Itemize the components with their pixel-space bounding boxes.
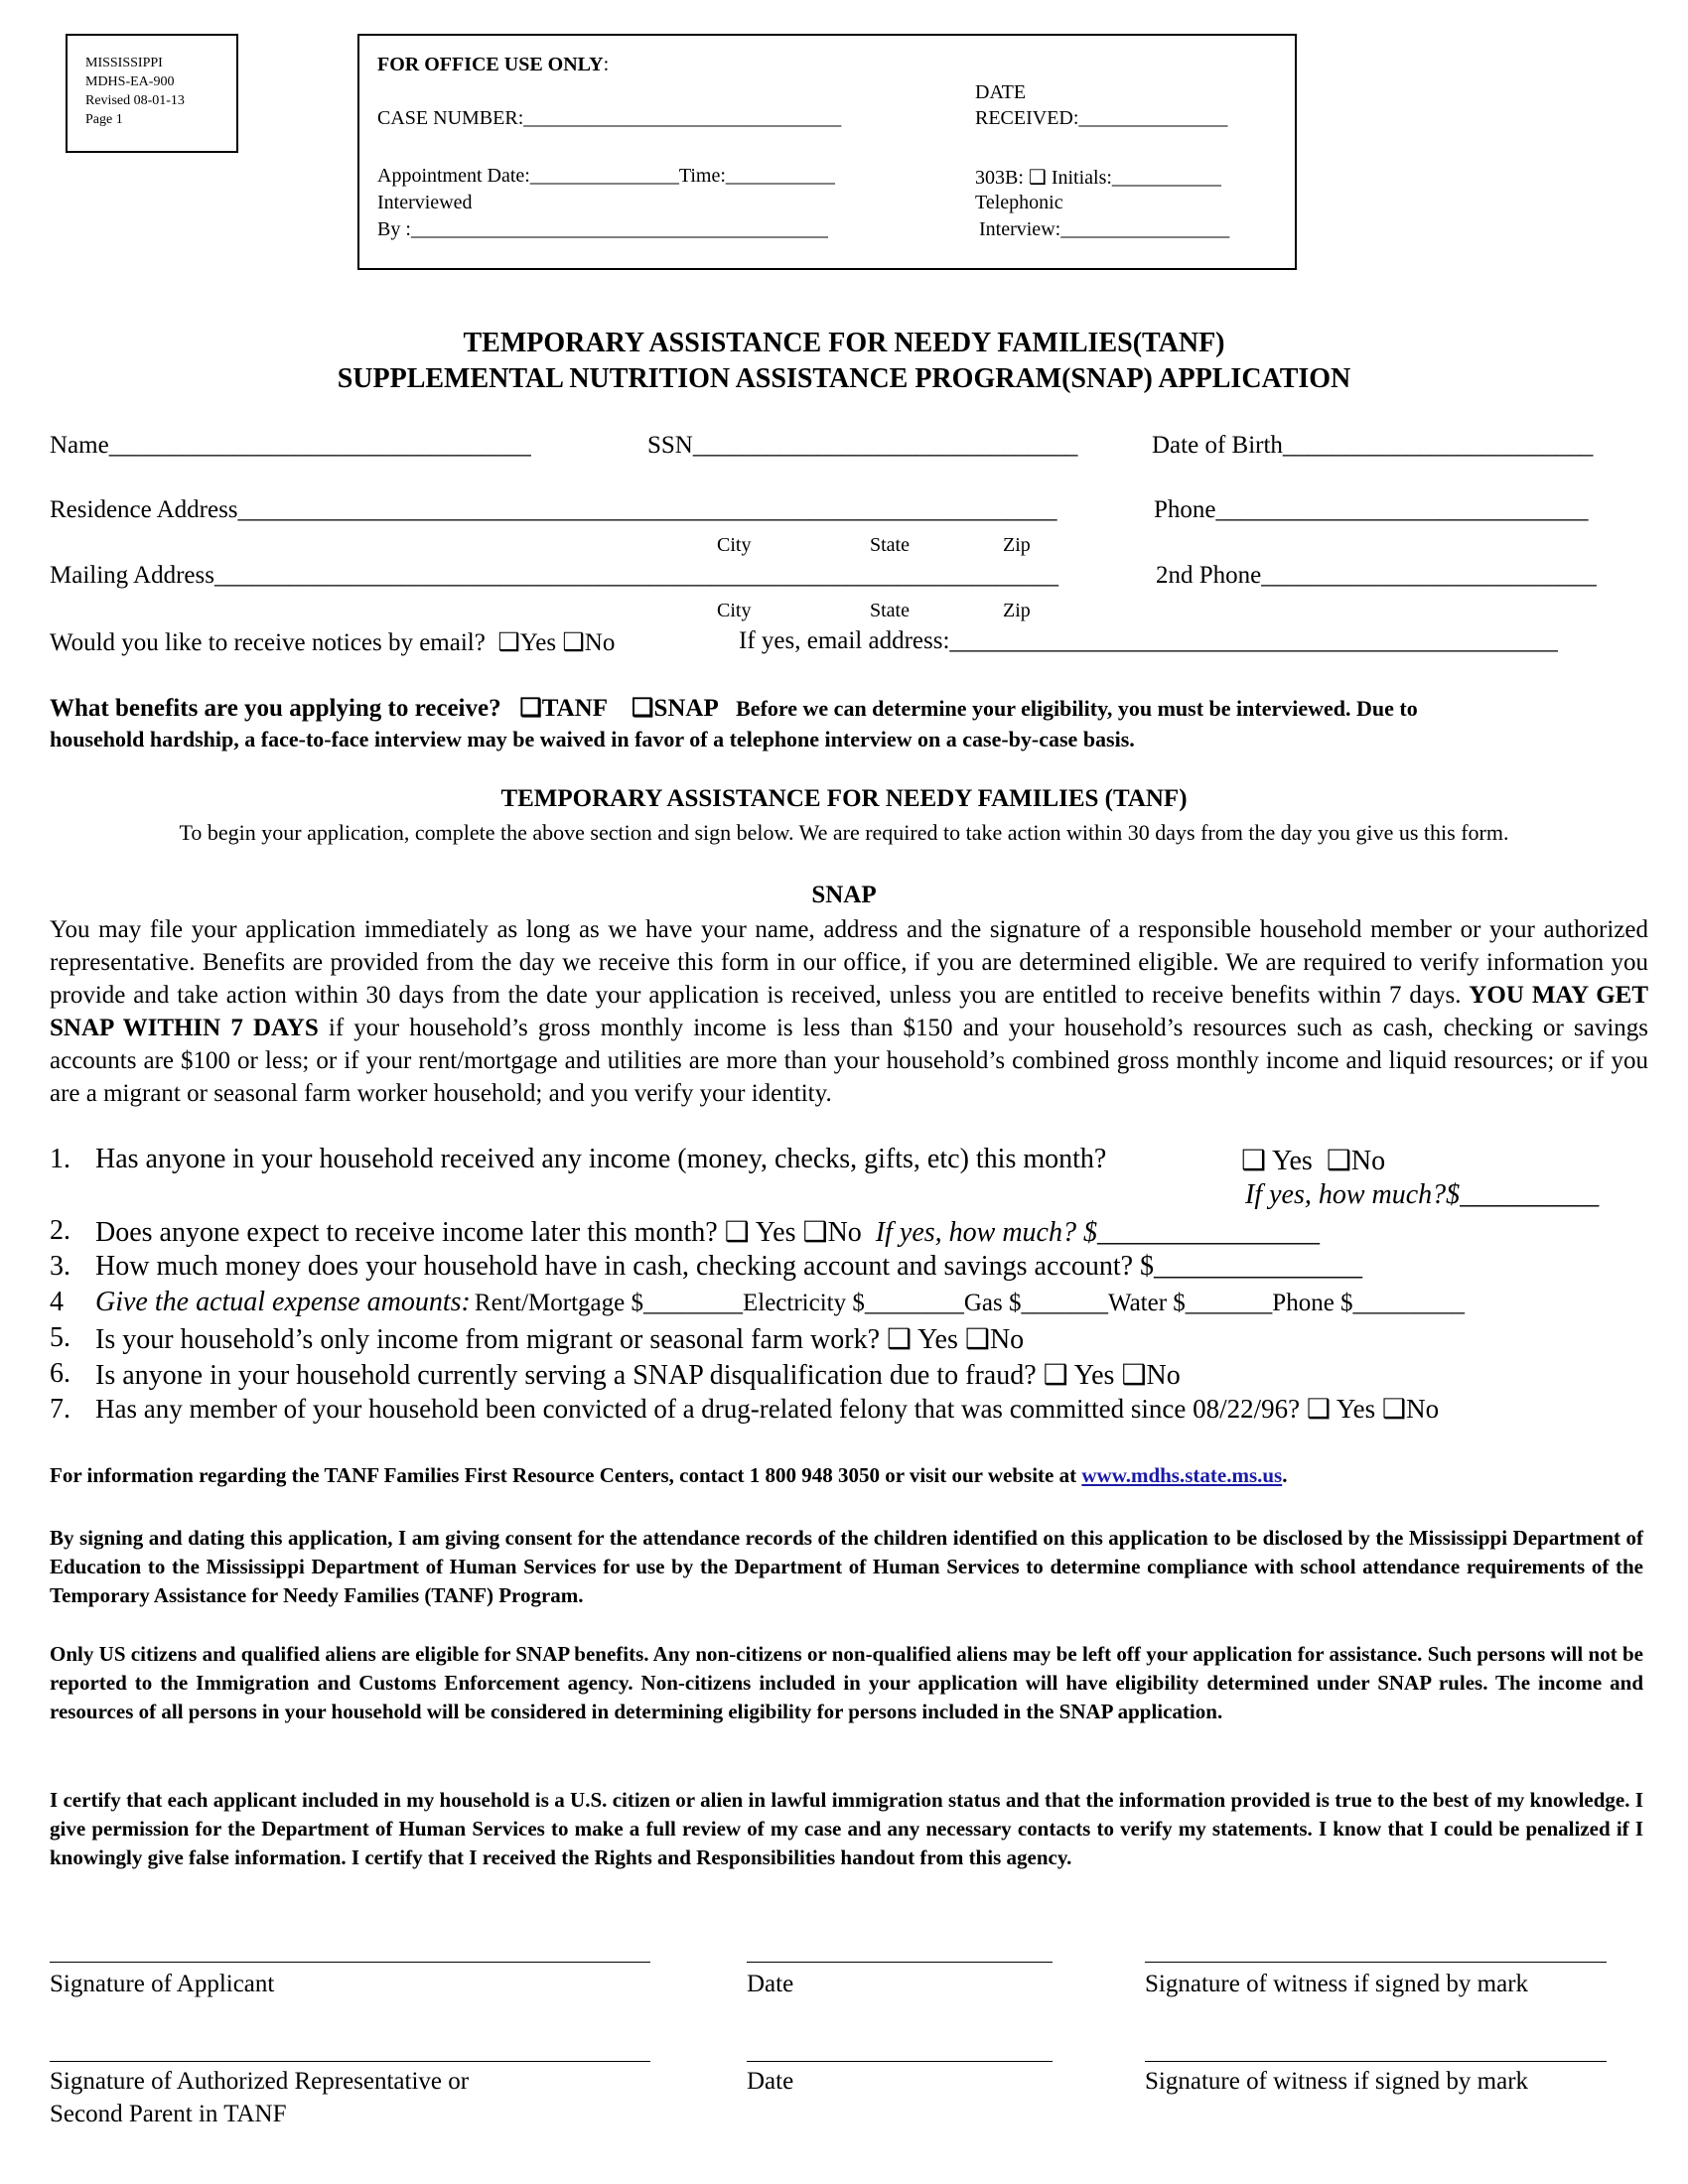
telephonic-label: Telephonic [975,192,1063,213]
witness-signature-line-2[interactable] [1145,2061,1607,2062]
question-7 [95,1394,1439,1425]
residence-city-label: City [717,534,752,556]
title-line-1: TEMPORARY ASSISTANCE FOR NEEDY FAMILIES(TANF) [463,328,1225,358]
question-2-text: Does anyone expect to receive income later this month? [95,1217,718,1248]
question-3-text[interactable]: How much money does your household have in cash, checking account and savings account? $_______________ [95,1251,1363,1282]
second-phone-field[interactable]: 2nd Phone___________________________ [1156,562,1597,589]
question-4-number: 4 [50,1287,64,1317]
question-6-number: 6. [50,1358,70,1389]
telephonic-interview-field[interactable]: Interview:_________________ [979,218,1230,240]
question-7-text: Has any member of your household been convicted of a drug-related felony that was committed since 08/22/96? [95,1394,1301,1424]
question-5-number: 5. [50,1322,70,1353]
representative-date-label: Date [747,2068,794,2095]
email-question-row [50,627,615,657]
office-use-header: FOR OFFICE USE ONLY: [377,54,610,75]
appointment-field[interactable]: Appointment Date:_______________Time:___________ [377,165,835,187]
case-number-field[interactable]: CASE NUMBER:________________________________ [377,107,842,129]
email-no-checkbox[interactable]: ❑No [562,629,616,656]
ssn-field[interactable]: SSN_______________________________ [647,432,1078,459]
question-6 [95,1358,1181,1392]
expense-fields[interactable]: Rent/Mortgage $________Electricity $________Gas $_______Water $_______Phone $_________ [474,1290,1466,1316]
representative-signature-line[interactable] [50,2061,650,2062]
residence-state-label: State [870,534,910,556]
q6-yes-checkbox[interactable]: ❑ Yes [1043,1360,1115,1391]
residence-address-field[interactable]: Residence Address__________________________________________________________________ [50,496,1057,523]
q6-no-checkbox[interactable]: ❑No [1121,1360,1181,1391]
question-1-followup: If yes, how much?$__________ [1245,1179,1600,1210]
check-303b-field[interactable]: 303B: ❑ Initials:___________ [975,167,1221,189]
tanf-checkbox[interactable]: ❑TANF [519,695,608,722]
form-code-page: Page 1 [85,112,123,127]
q7-yes-checkbox[interactable]: ❑ Yes [1306,1394,1376,1424]
snap-checkbox[interactable]: ❑SNAP [632,695,718,722]
question-4-text: Give the actual expense amounts: [95,1287,471,1317]
tanf-heading: TEMPORARY ASSISTANCE FOR NEEDY FAMILIES (TANF) [500,785,1188,812]
info-text: For information regarding the TANF Families First Resource Centers, contact 1 800 948 3050 or visit our website at [50,1463,1077,1487]
form-code-revised: Revised 08-01-13 [85,93,185,108]
mailing-city-label: City [717,600,752,621]
interviewed-by-field[interactable]: By :__________________________________________ [377,218,828,240]
email-yes-checkbox[interactable]: ❑Yes [497,629,557,656]
question-7-number: 7. [50,1394,70,1425]
applicant-signature-label: Signature of Applicant [50,1971,275,1997]
q5-yes-checkbox[interactable]: ❑ Yes [887,1324,958,1355]
interview-notice-2: household hardship, a face-to-face interview may be waived in favor of a telephone interview on a case-by-case basis. [50,727,1135,751]
date-received-field[interactable]: RECEIVED:_______________ [975,107,1228,129]
email-address-field[interactable]: If yes, email address:_________________________________________________ [739,627,1558,654]
q1-no-checkbox[interactable]: ❑No [1326,1146,1386,1176]
witness-signature-label-2: Signature of witness if signed by mark [1145,2068,1529,2095]
snap-heading: SNAP [811,882,877,908]
residence-zip-label: Zip [1003,534,1031,556]
mailing-zip-label: Zip [1003,600,1031,621]
q2-amount-field[interactable]: ________________ [1096,1217,1320,1248]
office-use-box [357,34,1297,270]
certification-paragraph: I certify that each applicant included in my household is a U.S. citizen or alien in lawful immigration status and that the information provided is true to the best of my knowledge. I give permission for the Department of Human Services to make a full review of my case and any necessary contacts to verify my statements. I know that I could be penalized if I knowingly give false information. I certify that I received the Rights and Responsibilities handout from this agency. [50,1788,1643,1869]
q2-no-checkbox[interactable]: ❑No [802,1217,862,1248]
applicant-signature-line[interactable] [50,1962,650,1963]
title-line-2: SUPPLEMENTAL NUTRITION ASSISTANCE PROGRAM(SNAP) APPLICATION [337,363,1351,394]
interviewed-label: Interviewed [377,192,473,213]
q7-no-checkbox[interactable]: ❑No [1381,1394,1440,1424]
dob-field[interactable]: Date of Birth_________________________ [1152,432,1594,459]
q5-no-checkbox[interactable]: ❑No [964,1324,1025,1355]
phone-field[interactable]: Phone______________________________ [1154,496,1589,523]
question-6-text: Is anyone in your household currently serving a SNAP disqualification due to fraud? [95,1360,1037,1391]
question-3-number: 3. [50,1251,70,1282]
representative-date-line[interactable] [747,2061,1053,2062]
witness-signature-label-1: Signature of witness if signed by mark [1145,1971,1529,1997]
info-line: For information regarding the TANF Families First Resource Centers, contact 1 800 948 3050 or visit our website at www.mdhs.state.ms.us. [50,1463,1288,1487]
website-link[interactable]: www.mdhs.state.ms.us [1081,1463,1283,1487]
question-1: 1. [50,1144,70,1174]
snap-text: You may file your application immediately as long as we have your name, address and the signature of a responsible household member or your authorized representative. Benefits are provided from the day we receive this form in our office, if you are determined eligible. We are required to verify information you provide and take action within 30 days from the date your application is received, unless you are entitled to receive benefits within 7 days. YOU MAY GET SNAP WITHIN 7 DAYS if your household’s gross monthly income is less than $150 and your household’s resources such as cash, checking or savings accounts are $100 or less; or if your rent/mortgage and utilities are more than your household’s combined gross monthly income and liquid resources; or if you are a migrant or seasonal farm worker household; and you verify your identity. [50,916,1649,1107]
form-code-state: MISSISSIPPI [85,56,163,70]
consent-paragraph: By signing and dating this application, I am giving consent for the attendance records of the children identified on this application to be disclosed by the Mississippi Department of Education to the Mississippi Department of Human Services for use by the Department of Human Services to determine compliance with school attendance requirements of the Temporary Assistance for Needy Families (TANF) Program. [50,1526,1643,1607]
date-received-label: DATE [975,81,1027,103]
applicant-date-label: Date [747,1971,794,1997]
q2-yes-checkbox[interactable]: ❑ Yes [724,1217,796,1248]
witness-signature-line-1[interactable] [1145,1962,1607,1963]
question-5-text: Is your household’s only income from migrant or seasonal farm work? [95,1324,881,1355]
benefits-question: What benefits are you applying to receive? [50,695,501,722]
mailing-state-label: State [870,600,910,621]
mailing-address-field[interactable]: Mailing Address____________________________________________________________________ [50,562,1058,589]
citizenship-paragraph: Only US citizens and qualified aliens are eligible for SNAP benefits. Any non-citizens or non-qualified aliens may be left off your application for assistance. Such persons will not be reported to the Immigration and Customs Enforcement agency. Non-citizens included in your application will have eligibility determined under SNAP rules. The income and resources of all persons in your household will be considered in determining eligibility for persons included in the SNAP application. [50,1642,1643,1723]
question-2: Does anyone expect to receive income later this month? ❑ Yes ❑No If yes, how much? $________________ [95,1217,1320,1248]
q1-yes-checkbox[interactable]: ❑ Yes [1241,1146,1313,1176]
q1-amount-field[interactable]: __________ [1460,1179,1600,1210]
tanf-text: To begin your application, complete the above section and sign below. We are required to take action within 30 days from the day you give us this form. [179,820,1509,845]
interview-notice-1: Before we can determine your eligibility, you must be interviewed. Due to [736,696,1418,721]
name-field[interactable]: Name__________________________________ [50,432,531,459]
question-1-answers [1241,1144,1385,1177]
question-5 [95,1322,1024,1356]
question-4 [95,1287,1465,1318]
representative-signature-label: Signature of Authorized Representative or Second Parent in TANF [50,2068,470,2127]
email-question: Would you like to receive notices by email? [50,629,486,656]
form-code-number: MDHS-EA-900 [85,74,175,89]
question-1-text: Has anyone in your household received any income (money, checks, gifts, etc) this month? [95,1144,1107,1174]
applicant-date-line[interactable] [747,1962,1053,1963]
benefits-row [50,693,1418,723]
question-2-number: 2. [50,1215,70,1246]
form-code-box [66,34,238,153]
